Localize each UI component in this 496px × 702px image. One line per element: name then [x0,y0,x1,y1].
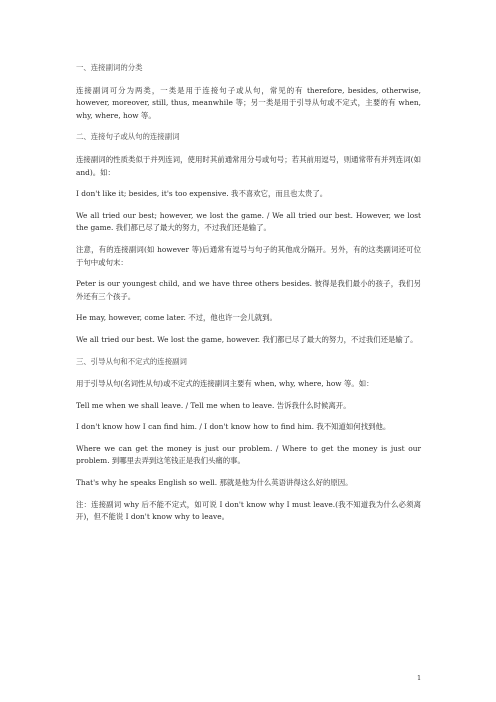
example-sentence: We all tried our best. We lost the game, however. 我们都已尽了最大的努力，不过我们还是输了。 [76,334,418,344]
paragraph: 用于引导从句(名词性从句)或不定式的连接副词主要有 when, why, where, how 等。如： [76,379,374,389]
example-sentence: Where we can get the money is just our problem. / Where to get the money is just our problem. 到哪里去弄到这笔钱正是我们头痛的事。 [76,443,421,466]
example-sentence: I don't know how I can find him. / I don't know how to find him. 我不知道如何找到他。 [76,422,391,432]
section-heading: 一、连接副词的分类 [76,63,143,72]
example-sentence: Peter is our youngest child, and we have three others besides. 彼得是我们最小的孩子，我们另外还有三个孩子。 [76,279,421,301]
example-sentence: We all tried our best; however, we lost the game. / We all tried our best. However, we lost the game. 我们都已尽了最大的努力，不过我们还是输了。 [76,210,421,233]
example-sentence: Tell me when we shall leave. / Tell me when to leave. 告诉我什么时候离开。 [76,400,351,410]
paragraph: 注意，有的连接副词(如 however 等)后通常有逗号与句子的其他成分隔开。另外，有的这类副词还可位于句中或句末： [76,244,421,267]
section-heading: 三、引导从句和不定式的连接副词 [76,356,187,366]
note-paragraph: 注：连接副词 why 后不能不定式，如可说 I don't know why I must leave.(我不知道我为什么必须离开)，但不能说 I don't know why to leave。 [76,499,421,522]
section-heading: 二、连接句子或从句的连接副词 [76,132,180,142]
example-sentence: That's why he speaks English so well. 那就是他为什么英语讲得这么好的原因。 [76,478,353,488]
example-sentence: He may, however, come later. 不过，他也许一会儿就到。 [76,313,277,323]
paragraph: 连接副词可分为两类，一类是用于连接句子或从句，常见的有 therefore, besides, otherwise, however, moreover, still, thus, meanwhile 等；另一类是用于引导从句或不定式，主要的有 when, why, where, how 等。 [76,85,421,120]
page-number: 1 [417,674,422,682]
paragraph: 连接副词的性质类似于并列连词，使用时其前通常用分号或句号；若其前用逗号，则通常带有并列连词(如 and)。如： [76,154,421,177]
document-body [76,62,421,533]
example-sentence: I don't like it; besides, it's too expensive. 我不喜欢它，而且也太贵了。 [76,189,328,199]
